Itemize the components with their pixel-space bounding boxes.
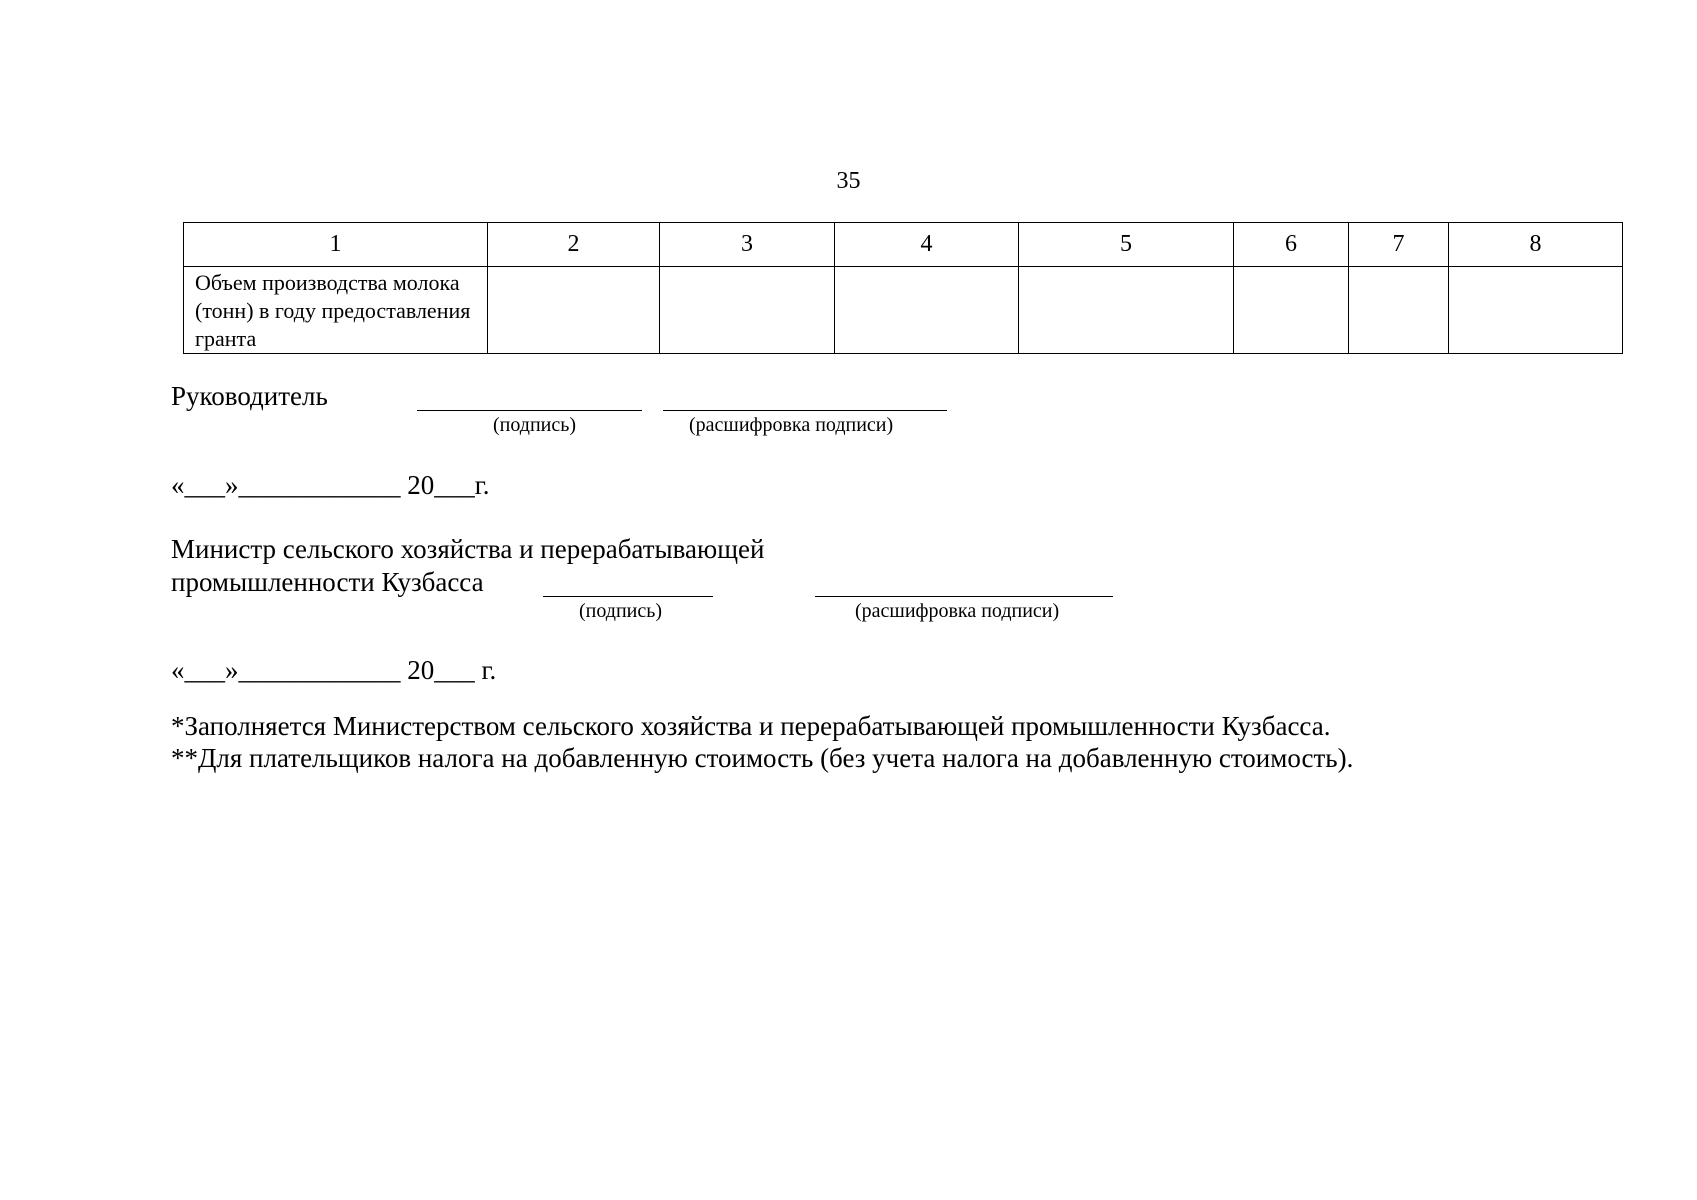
footnote-1: *Заполняется Министерством сельского хозяйства и перерабатывающей промышленности Кузбасса. [171,711,1331,741]
column-header: 4 [835,223,1019,267]
column-header: 7 [1349,223,1449,267]
minister-decode-line [815,596,1113,597]
minister-signature-line [543,596,713,597]
table-cell [1449,267,1623,354]
column-header: 3 [660,223,835,267]
data-table [183,222,1623,354]
column-header: 6 [1234,223,1349,267]
table-cell [1349,267,1449,354]
table-cell [835,267,1019,354]
minister-decode-caption: (расшифровка подписи) [855,600,1060,622]
minister-signature-caption: (подпись) [579,600,663,622]
head-signature-caption: (подпись) [493,414,577,436]
head-decode-line [663,410,947,411]
table-header-row [184,223,1623,267]
head-title: Руководитель [171,381,328,411]
minister-title-line2: промышленности Кузбасса [171,567,484,597]
table-cell [1019,267,1234,354]
column-header: 1 [184,223,488,267]
table-row [184,267,1623,354]
head-decode-caption: (расшифровка подписи) [689,414,894,436]
table-cell [1234,267,1349,354]
column-header: 8 [1449,223,1623,267]
head-date-line: «___»____________ 20___г. [171,470,490,500]
page-number: 35 [836,168,861,194]
row-label-milk-volume: Объем производства молока (тонн) в году предоставления гранта [184,267,488,354]
minister-date-line: «___»____________ 20___ г. [171,655,497,685]
footnote-2: **Для плательщиков налога на добавленную стоимость (без учета налога на добавленную стоимость). [171,743,1354,773]
table-cell [488,267,660,354]
column-header: 5 [1019,223,1234,267]
minister-title-line1: Министр сельского хозяйства и перерабатывающей [171,534,765,564]
table-cell [660,267,835,354]
head-signature-line [417,410,642,411]
column-header: 2 [488,223,660,267]
